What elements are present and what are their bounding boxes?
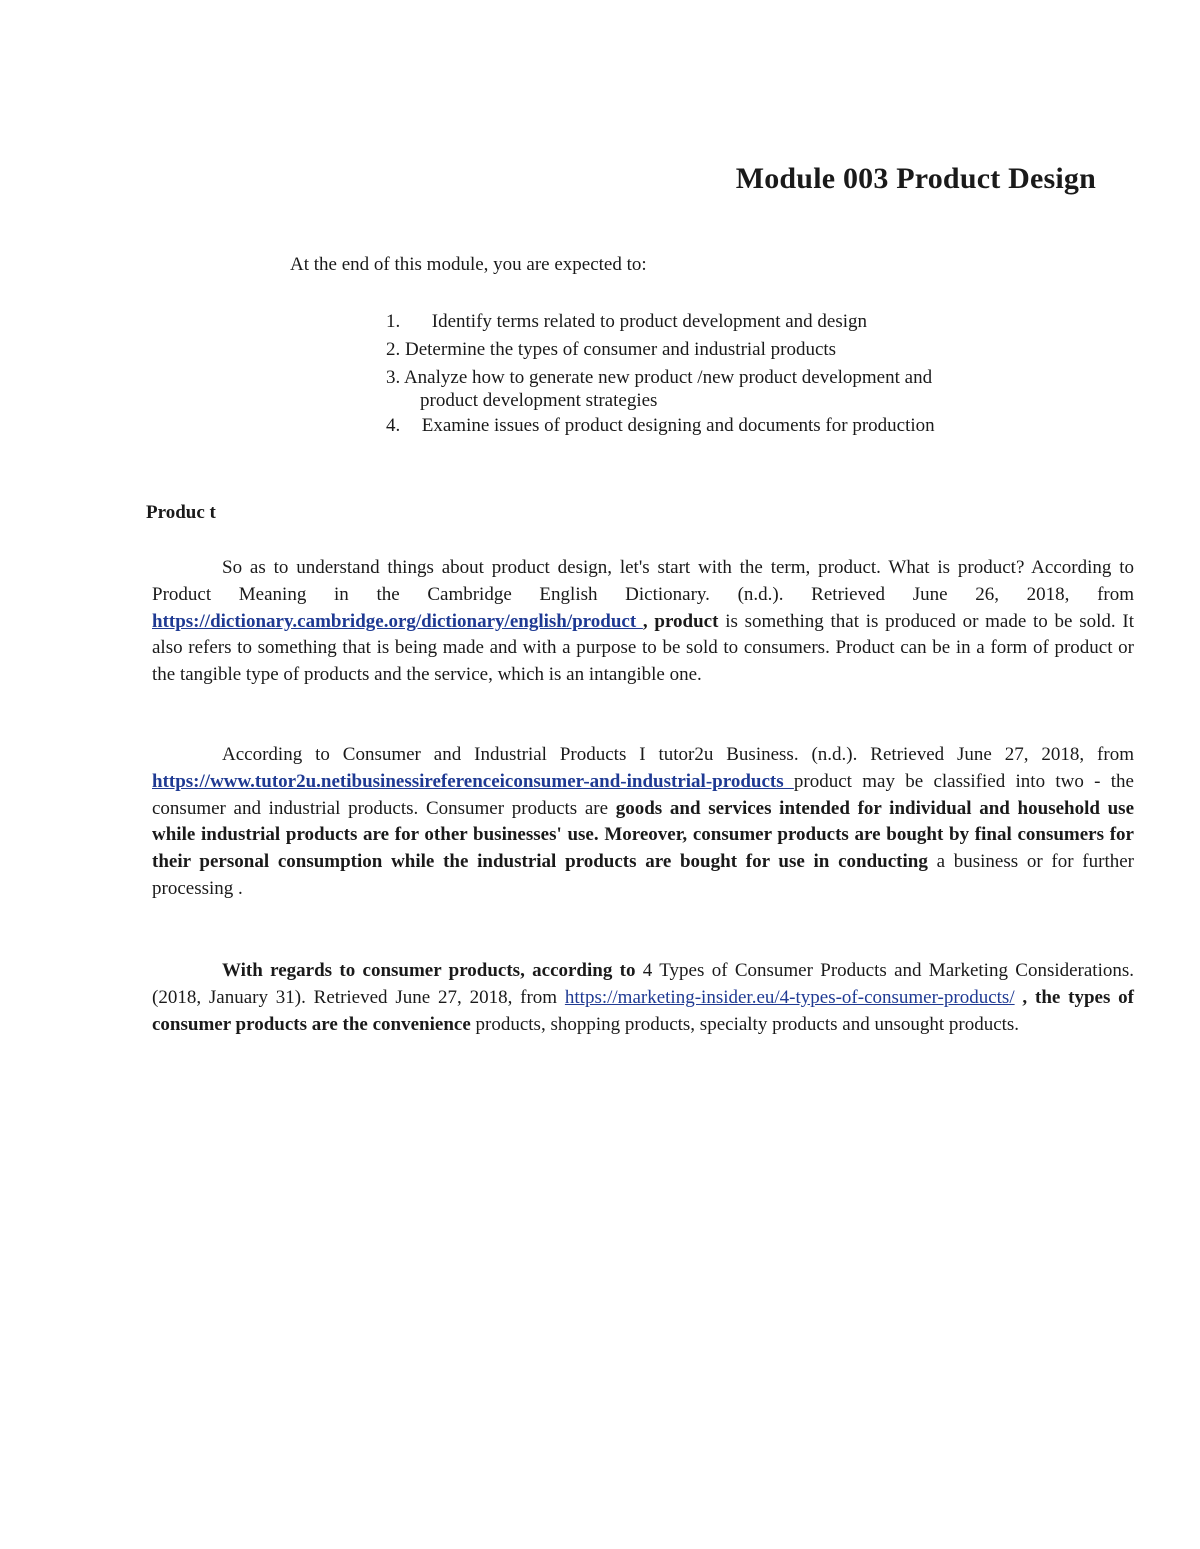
paragraph-text: a business or for further processing . xyxy=(152,851,1134,899)
list-item xyxy=(386,364,1106,412)
paragraph-text: According to Consumer and Industrial Products I tutor2u Business. (n.d.). Retrieved June 27, 2018, from xyxy=(222,744,1134,765)
list-item xyxy=(386,412,1106,440)
list-number: 4. xyxy=(386,415,401,436)
list-item xyxy=(386,308,1106,336)
paragraph-product-definition xyxy=(152,555,1134,689)
list-item-text: Identify terms related to product development and design xyxy=(431,311,868,332)
bold-text: , product xyxy=(642,610,719,632)
objectives-list xyxy=(386,308,1106,440)
paragraph-text: So as to understand things about product design, let's start with the term, product. What is product? According to Product Meaning in the Cambridge English Dictionary. (n.d.). Retrieved June 26, 2018, from xyxy=(152,557,1134,605)
paragraph-product-classification xyxy=(152,742,1134,903)
list-number: 2. xyxy=(386,339,401,360)
paragraph-text: product may be classified into two - the consumer and industrial products. Consumer products are xyxy=(152,770,1134,819)
bold-text: , the types of consumer products are the convenience xyxy=(152,986,1134,1035)
paragraph-text: is something that is produced or made to be sold. It also refers to something that is being made and with a purpose to be sold to consumers. Product can be in a form of product or the tangible type of products and the service, which is an intangible one. xyxy=(152,610,1134,686)
bold-text: With regards to consumer products, according to xyxy=(222,960,636,981)
list-number: 3. xyxy=(386,367,401,388)
marketing-insider-link[interactable]: https://marketing-insider.eu/4-types-of-consumer-products/ xyxy=(564,986,1015,1008)
bold-text: goods and services intended for individual and household use while industrial products are for other businesses' use. Moreover, consumer products are bought by final consumers for their personal consumption while the industrial products are bought for use in conducting xyxy=(152,797,1135,873)
intro-text: At the end of this module, you are expected to: xyxy=(290,254,647,275)
paragraph-text: 4 Types of Consumer Products and Marketing Considerations. (2018, January 31). Retrieved June 27, 2018, from xyxy=(152,960,1135,1008)
cambridge-dictionary-link[interactable]: https://dictionary.cambridge.org/dictionary/english/product xyxy=(152,610,643,632)
tutor2u-link[interactable]: https://www.tutor2u.netibusinessireferenceiconsumer-and-industrial-products xyxy=(152,770,794,792)
list-item-text: Analyze how to generate new product /new product development and xyxy=(403,367,933,388)
paragraph-consumer-product-types xyxy=(152,958,1134,1038)
list-item-text: Determine the types of consumer and industrial products xyxy=(405,339,837,360)
list-number: 1. xyxy=(386,311,401,332)
list-item-text: Examine issues of product designing and documents for production xyxy=(421,415,935,436)
section-heading: Produc t xyxy=(146,502,216,523)
paragraph-text: products, shopping products, specialty products and unsought products. xyxy=(470,1013,1020,1035)
list-item-continuation: product development strategies xyxy=(420,390,658,411)
page-title: Module 003 Product Design xyxy=(735,162,1096,195)
list-item xyxy=(386,336,1106,364)
